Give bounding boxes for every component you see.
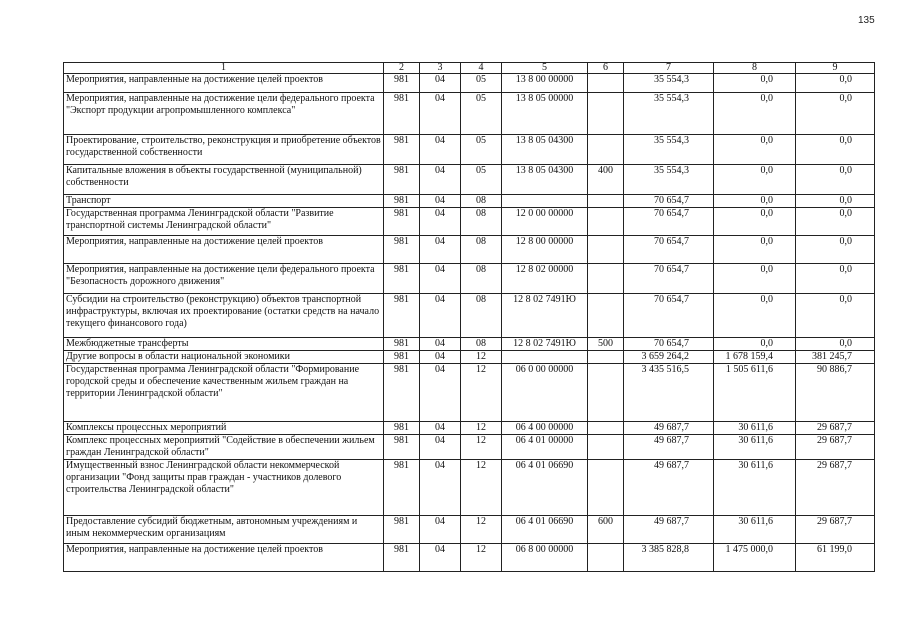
cell-section: 04 <box>420 135 461 165</box>
cell-expense-type <box>588 195 624 208</box>
cell-amount-2025: 0,0 <box>714 195 796 208</box>
cell-amount-2026: 0,0 <box>796 74 875 93</box>
table-row <box>64 195 875 208</box>
column-header: 2 <box>384 63 420 74</box>
table-row <box>64 544 875 572</box>
cell-grbs: 981 <box>384 264 420 294</box>
cell-subsection: 08 <box>461 208 502 236</box>
cell-amount-2024: 49 687,7 <box>624 435 714 460</box>
cell-amount-2026: 0,0 <box>796 195 875 208</box>
column-header: 1 <box>64 63 384 74</box>
row-name: Комплексы процессных мероприятий <box>64 422 384 435</box>
budget-table <box>63 62 875 572</box>
cell-section: 04 <box>420 351 461 364</box>
table-row <box>64 351 875 364</box>
cell-target-article: 06 8 00 00000 <box>502 544 588 572</box>
column-header: 4 <box>461 63 502 74</box>
column-header: 5 <box>502 63 588 74</box>
cell-expense-type <box>588 264 624 294</box>
row-name: Мероприятия, направленные на достижение целей проектов <box>64 74 384 93</box>
cell-amount-2026: 0,0 <box>796 135 875 165</box>
table-row <box>64 422 875 435</box>
cell-subsection: 12 <box>461 460 502 516</box>
cell-amount-2025: 30 611,6 <box>714 422 796 435</box>
cell-amount-2026: 29 687,7 <box>796 435 875 460</box>
cell-amount-2024: 70 654,7 <box>624 294 714 338</box>
row-name: Транспорт <box>64 195 384 208</box>
cell-amount-2025: 0,0 <box>714 338 796 351</box>
cell-amount-2026: 0,0 <box>796 338 875 351</box>
cell-amount-2025: 0,0 <box>714 165 796 195</box>
cell-amount-2024: 3 659 264,2 <box>624 351 714 364</box>
cell-grbs: 981 <box>384 93 420 135</box>
cell-target-article: 12 0 00 00000 <box>502 208 588 236</box>
cell-grbs: 981 <box>384 208 420 236</box>
cell-expense-type <box>588 422 624 435</box>
cell-amount-2026: 61 199,0 <box>796 544 875 572</box>
column-header: 9 <box>796 63 875 74</box>
cell-subsection: 12 <box>461 516 502 544</box>
cell-amount-2026: 381 245,7 <box>796 351 875 364</box>
table-row <box>64 460 875 516</box>
table-row <box>64 264 875 294</box>
cell-grbs: 981 <box>384 351 420 364</box>
cell-expense-type: 600 <box>588 516 624 544</box>
cell-section: 04 <box>420 208 461 236</box>
cell-grbs: 981 <box>384 338 420 351</box>
cell-target-article: 06 4 01 00000 <box>502 435 588 460</box>
cell-amount-2024: 70 654,7 <box>624 264 714 294</box>
cell-subsection: 08 <box>461 236 502 264</box>
cell-section: 04 <box>420 516 461 544</box>
cell-expense-type: 500 <box>588 338 624 351</box>
cell-amount-2025: 0,0 <box>714 74 796 93</box>
cell-target-article: 12 8 02 7491Ю <box>502 338 588 351</box>
row-name: Другие вопросы в области национальной экономики <box>64 351 384 364</box>
cell-section: 04 <box>420 435 461 460</box>
table-row <box>64 135 875 165</box>
row-name: Мероприятия, направленные на достижение целей проектов <box>64 236 384 264</box>
cell-expense-type <box>588 460 624 516</box>
column-header: 8 <box>714 63 796 74</box>
cell-section: 04 <box>420 264 461 294</box>
cell-expense-type <box>588 74 624 93</box>
cell-amount-2025: 1 475 000,0 <box>714 544 796 572</box>
cell-subsection: 05 <box>461 135 502 165</box>
cell-target-article: 06 4 01 06690 <box>502 516 588 544</box>
cell-amount-2024: 35 554,3 <box>624 74 714 93</box>
cell-amount-2025: 0,0 <box>714 236 796 264</box>
cell-subsection: 08 <box>461 294 502 338</box>
cell-grbs: 981 <box>384 165 420 195</box>
cell-amount-2024: 70 654,7 <box>624 338 714 351</box>
row-name: Субсидии на строительство (реконструкцию) объектов транспортной инфраструктуры, включая их проектирование (остатки средств на начало текущего финансового года) <box>64 294 384 338</box>
cell-target-article: 06 0 00 00000 <box>502 364 588 422</box>
cell-section: 04 <box>420 364 461 422</box>
cell-target-article: 12 8 00 00000 <box>502 236 588 264</box>
cell-amount-2026: 0,0 <box>796 236 875 264</box>
row-name: Мероприятия, направленные на достижение целей проектов <box>64 544 384 572</box>
cell-amount-2026: 0,0 <box>796 294 875 338</box>
cell-amount-2024: 35 554,3 <box>624 93 714 135</box>
cell-target-article: 12 8 02 00000 <box>502 264 588 294</box>
cell-amount-2026: 0,0 <box>796 264 875 294</box>
cell-amount-2026: 0,0 <box>796 165 875 195</box>
cell-target-article: 13 8 05 04300 <box>502 165 588 195</box>
cell-expense-type <box>588 93 624 135</box>
row-name: Государственная программа Ленинградской области "Формирование городской среды и обеспечение качественным жильем граждан на территории Ленинградской области" <box>64 364 384 422</box>
table-row <box>64 435 875 460</box>
cell-grbs: 981 <box>384 364 420 422</box>
cell-amount-2025: 30 611,6 <box>714 460 796 516</box>
cell-target-article: 12 8 02 7491Ю <box>502 294 588 338</box>
cell-section: 04 <box>420 294 461 338</box>
cell-amount-2025: 30 611,6 <box>714 516 796 544</box>
cell-amount-2024: 70 654,7 <box>624 236 714 264</box>
cell-amount-2024: 49 687,7 <box>624 422 714 435</box>
cell-grbs: 981 <box>384 460 420 516</box>
cell-expense-type <box>588 236 624 264</box>
cell-expense-type <box>588 135 624 165</box>
cell-section: 04 <box>420 74 461 93</box>
cell-amount-2026: 90 886,7 <box>796 364 875 422</box>
cell-grbs: 981 <box>384 236 420 264</box>
cell-target-article: 13 8 05 00000 <box>502 93 588 135</box>
cell-amount-2025: 0,0 <box>714 294 796 338</box>
cell-subsection: 12 <box>461 351 502 364</box>
table-row <box>64 294 875 338</box>
cell-amount-2026: 0,0 <box>796 93 875 135</box>
cell-subsection: 08 <box>461 338 502 351</box>
cell-target-article <box>502 195 588 208</box>
row-name: Комплекс процессных мероприятий "Содействие в обеспечении жильем граждан Ленинградской области" <box>64 435 384 460</box>
cell-grbs: 981 <box>384 135 420 165</box>
table-row <box>64 74 875 93</box>
cell-amount-2025: 1 505 611,6 <box>714 364 796 422</box>
cell-amount-2026: 29 687,7 <box>796 422 875 435</box>
cell-subsection: 05 <box>461 165 502 195</box>
table-row <box>64 516 875 544</box>
cell-subsection: 12 <box>461 422 502 435</box>
cell-amount-2026: 29 687,7 <box>796 460 875 516</box>
cell-amount-2024: 49 687,7 <box>624 460 714 516</box>
cell-expense-type: 400 <box>588 165 624 195</box>
column-header: 3 <box>420 63 461 74</box>
cell-grbs: 981 <box>384 516 420 544</box>
table-row <box>64 208 875 236</box>
row-name: Капитальные вложения в объекты государственной (муниципальной) собственности <box>64 165 384 195</box>
page-number: 135 <box>858 15 875 26</box>
cell-expense-type <box>588 364 624 422</box>
row-name: Проектирование, строительство, реконструкция и приобретение объектов государственной собственности <box>64 135 384 165</box>
cell-subsection: 12 <box>461 364 502 422</box>
row-name: Имущественный взнос Ленинградской области некоммерческой организации "Фонд защиты прав граждан - участников долевого строительства Ленинградской области" <box>64 460 384 516</box>
table-row <box>64 338 875 351</box>
cell-grbs: 981 <box>384 294 420 338</box>
cell-amount-2024: 3 385 828,8 <box>624 544 714 572</box>
cell-amount-2025: 30 611,6 <box>714 435 796 460</box>
cell-section: 04 <box>420 338 461 351</box>
cell-section: 04 <box>420 460 461 516</box>
cell-amount-2025: 0,0 <box>714 135 796 165</box>
cell-amount-2024: 35 554,3 <box>624 135 714 165</box>
column-number-row <box>64 63 875 74</box>
cell-grbs: 981 <box>384 74 420 93</box>
cell-expense-type <box>588 351 624 364</box>
cell-target-article: 06 4 01 06690 <box>502 460 588 516</box>
cell-grbs: 981 <box>384 544 420 572</box>
column-header: 6 <box>588 63 624 74</box>
cell-amount-2025: 1 678 159,4 <box>714 351 796 364</box>
cell-subsection: 05 <box>461 93 502 135</box>
cell-amount-2025: 0,0 <box>714 93 796 135</box>
cell-target-article: 13 8 00 00000 <box>502 74 588 93</box>
cell-amount-2024: 35 554,3 <box>624 165 714 195</box>
column-header: 7 <box>624 63 714 74</box>
cell-section: 04 <box>420 236 461 264</box>
cell-section: 04 <box>420 93 461 135</box>
table-row <box>64 236 875 264</box>
row-name: Предоставление субсидий бюджетным, автономным учреждениям и иным некоммерческим организациям <box>64 516 384 544</box>
cell-expense-type <box>588 544 624 572</box>
cell-expense-type <box>588 294 624 338</box>
cell-section: 04 <box>420 195 461 208</box>
cell-target-article: 06 4 00 00000 <box>502 422 588 435</box>
cell-target-article <box>502 351 588 364</box>
cell-section: 04 <box>420 544 461 572</box>
cell-amount-2026: 29 687,7 <box>796 516 875 544</box>
row-name: Мероприятия, направленные на достижение цели федерального проекта "Безопасность дорожного движения" <box>64 264 384 294</box>
cell-subsection: 05 <box>461 74 502 93</box>
cell-amount-2024: 49 687,7 <box>624 516 714 544</box>
row-name: Государственная программа Ленинградской области "Развитие транспортной системы Ленинградской области" <box>64 208 384 236</box>
cell-grbs: 981 <box>384 422 420 435</box>
cell-subsection: 08 <box>461 264 502 294</box>
row-name: Межбюджетные трансферты <box>64 338 384 351</box>
cell-section: 04 <box>420 422 461 435</box>
cell-amount-2024: 70 654,7 <box>624 195 714 208</box>
table-row <box>64 165 875 195</box>
cell-section: 04 <box>420 165 461 195</box>
table-row <box>64 364 875 422</box>
cell-grbs: 981 <box>384 195 420 208</box>
cell-amount-2025: 0,0 <box>714 208 796 236</box>
cell-amount-2026: 0,0 <box>796 208 875 236</box>
cell-expense-type <box>588 435 624 460</box>
cell-expense-type <box>588 208 624 236</box>
cell-subsection: 08 <box>461 195 502 208</box>
table-row <box>64 93 875 135</box>
cell-amount-2025: 0,0 <box>714 264 796 294</box>
cell-subsection: 12 <box>461 435 502 460</box>
cell-amount-2024: 70 654,7 <box>624 208 714 236</box>
row-name: Мероприятия, направленные на достижение цели федерального проекта "Экспорт продукции агропромышленного комплекса" <box>64 93 384 135</box>
cell-subsection: 12 <box>461 544 502 572</box>
cell-amount-2024: 3 435 516,5 <box>624 364 714 422</box>
cell-target-article: 13 8 05 04300 <box>502 135 588 165</box>
cell-grbs: 981 <box>384 435 420 460</box>
